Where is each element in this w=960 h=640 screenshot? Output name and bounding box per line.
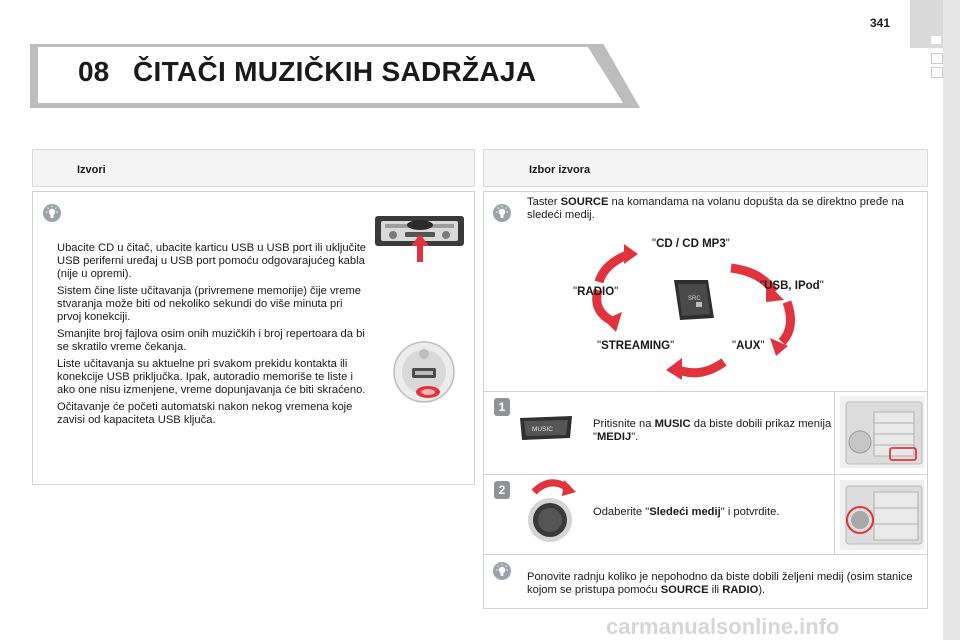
divider-vertical [834, 391, 835, 474]
source-streaming: "STREAMING" [597, 340, 675, 352]
chapter-number: 08 [78, 56, 110, 87]
left-paragraph: Liste učitavanja su aktuelne pri svakom prekidu kontakta ili konekcije USB priključka. Ipak, autoradio memoriše te liste i ako one nisu izmenjene, vreme dopunjavanja će biti skraćeno. [57, 358, 366, 396]
steering-wheel-src-control [668, 278, 718, 322]
side-square [931, 53, 943, 64]
step-2-text: Odaberite "Sledeći medij" i potvrdite. [593, 506, 780, 518]
right-edge-band [943, 0, 960, 640]
radio-panel-music-illustration [840, 396, 924, 468]
side-square [931, 67, 943, 78]
left-heading: Izvori [77, 164, 106, 176]
right-heading: Izbor izvora [529, 164, 591, 176]
page-tab [910, 0, 943, 48]
left-paragraph: Očitavanje će početi automatski nakon nekog vremena koje zavisi od kapaciteta USB ključa. [57, 401, 353, 426]
right-content-box [483, 191, 928, 609]
left-paragraph: Ubacite CD u čitač, ubacite karticu USB u USB port ili uključite USB periferni uređaj u USB port pomoću odgovarajućeg kabla (nije u opremi). [57, 242, 367, 280]
rotary-knob-illustration [520, 476, 580, 548]
tip-icon [43, 204, 61, 222]
chapter-title: ČITAČI MUZIČKIH SADRŽAJA [133, 56, 537, 87]
left-body [57, 242, 369, 431]
step-1-badge: 1 [494, 398, 510, 416]
cd-player-illustration [373, 212, 466, 254]
step-1-text: Pritisnite na MUSIC da biste dobili prikaz menija "MEDIJ". [593, 418, 832, 443]
intro-text [527, 196, 917, 222]
right-heading-box [483, 149, 928, 187]
source-aux: "AUX" [732, 340, 765, 352]
music-button-label: MUSIC [532, 426, 553, 433]
intro-pre: Taster [527, 196, 561, 208]
intro-post: na komandama na volanu dopušta da se direktno pređe na sledeći medij. [527, 196, 904, 221]
step-2-badge: 2 [494, 481, 510, 499]
source-usb: "USB, IPod" [760, 280, 824, 292]
left-content-box [32, 191, 475, 485]
music-button-illustration [518, 414, 574, 442]
tip-icon [493, 204, 511, 222]
left-paragraph: Smanjite broj fajlova osim onih muzičkih i broj repertoara da bi se skratilo vreme čekanja. [57, 328, 365, 353]
divider-vertical [834, 474, 835, 554]
divider [484, 554, 927, 555]
tab-square [931, 36, 941, 44]
intro-source: SOURCE [560, 196, 609, 208]
divider [484, 474, 927, 475]
source-radio: "RADIO" [573, 286, 619, 298]
left-paragraph: Sistem čine liste učitavanja (privremene memorije) čije vreme stvaranja može biti od nekoliko sekundi do više minuta pri prvoj konekciji. [57, 285, 362, 323]
radio-panel-knob-illustration [840, 480, 924, 550]
src-button-label: SRC [688, 296, 701, 302]
note-text: Ponovite radnju koliko je nepohodno da biste dobili željeni medij (osim stanice kojom se pristupa pomoću SOURCE ili RADIO). [527, 571, 913, 596]
divider [484, 391, 927, 392]
left-heading-box [32, 149, 475, 187]
watermark: carmanualsonline.info [606, 614, 840, 639]
usb-port-illustration [388, 332, 468, 412]
page-number: 341 [870, 16, 891, 30]
tip-icon [493, 562, 511, 580]
source-cd: "CD / CD MP3" [652, 238, 730, 250]
